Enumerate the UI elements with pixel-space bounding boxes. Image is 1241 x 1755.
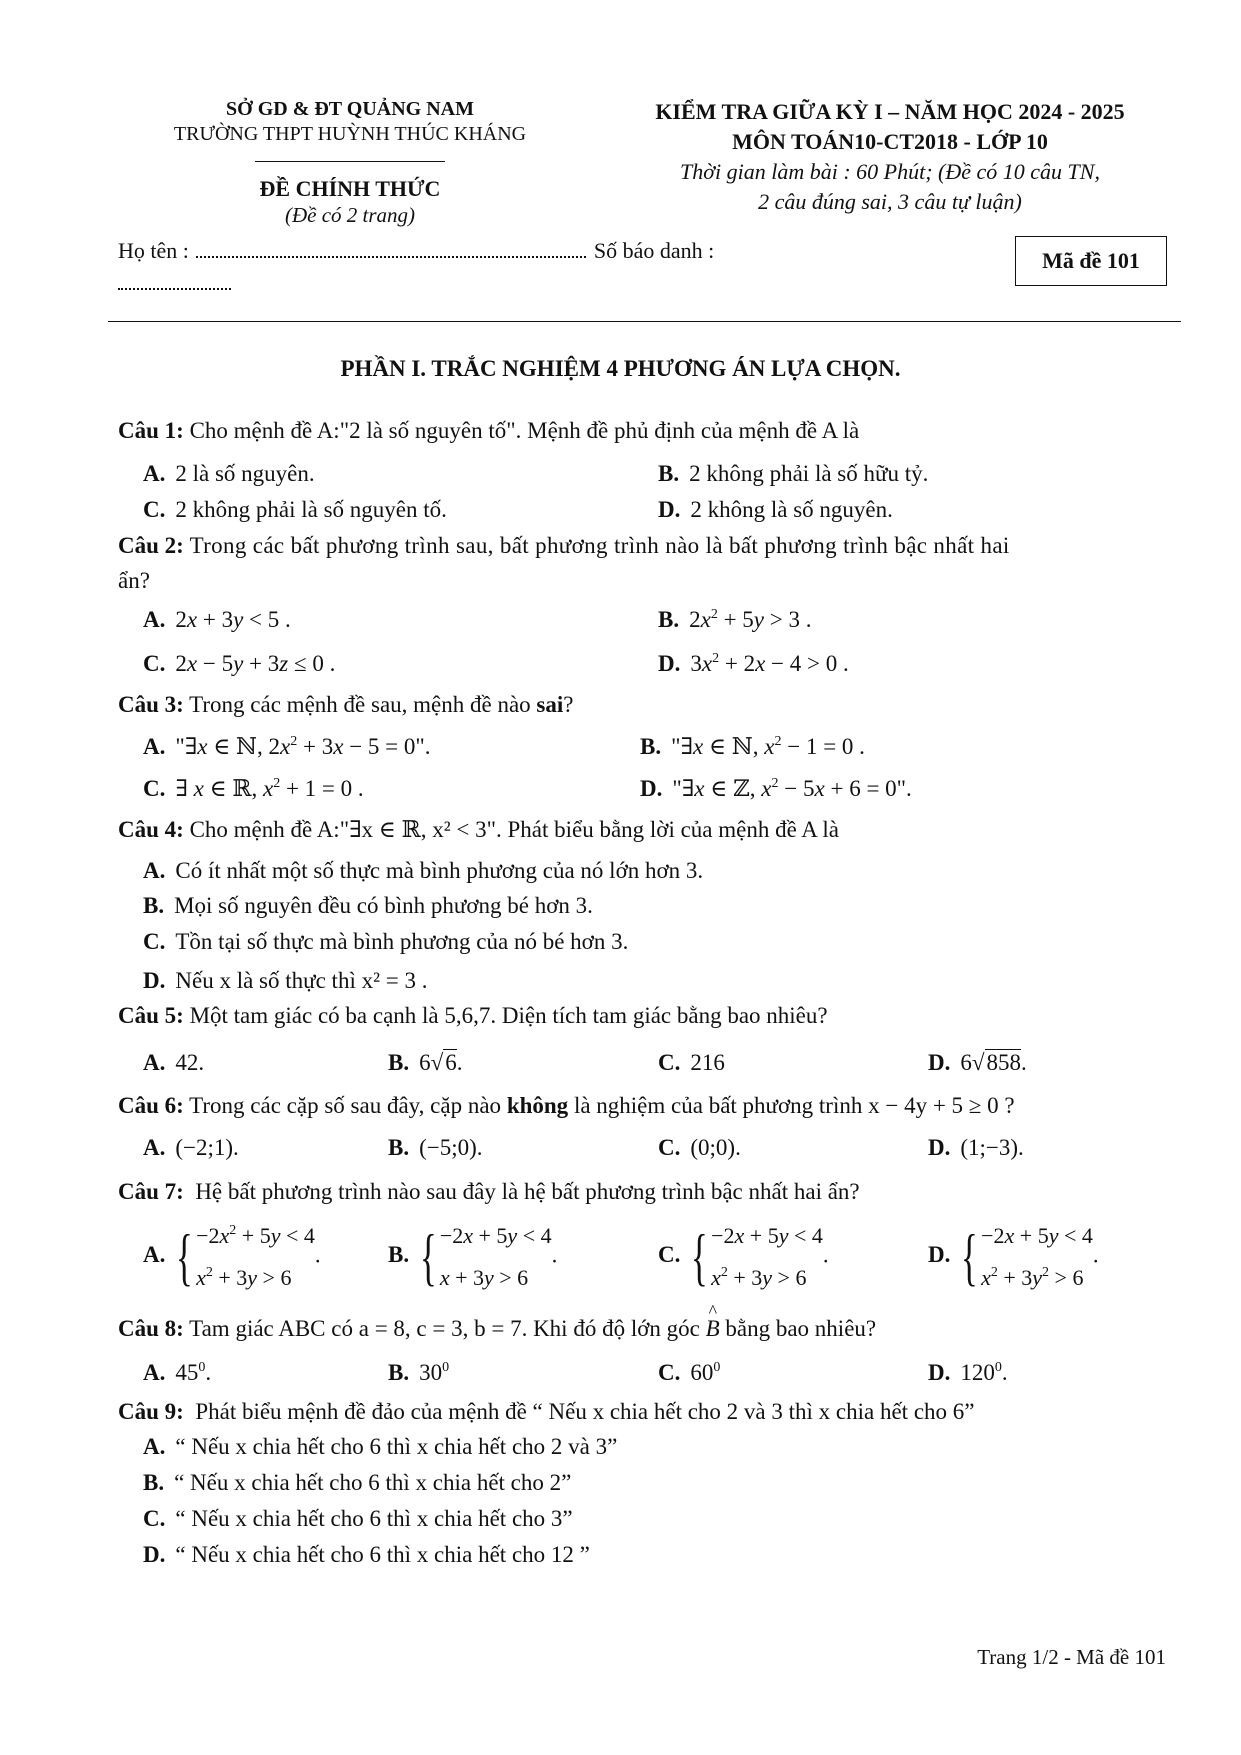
option-2a: A. 2x + 3y < 5 . bbox=[143, 607, 291, 632]
option-3d: D. "∃x ∈ ℤ, $x^2 - 5x + 6 = 0$". bbox=[640, 776, 912, 801]
question-7: Câu 7: Hệ bất phương trình nào sau đây là hệ bất phương trình bậc nhất hai ẩn? bbox=[118, 1179, 860, 1204]
option-1b: B. 2 không phải là số hữu tỷ. bbox=[658, 461, 929, 486]
question-1 bbox=[118, 418, 859, 444]
option-2d: D. $3x^2 + 2x - 4 > 0$ . bbox=[658, 651, 849, 676]
option-5b: B. 6√6. bbox=[388, 1050, 463, 1075]
option-2b: B. $2x^2 + 5y > 3$ . bbox=[658, 607, 812, 632]
option-1a: A. 2 là số nguyên. bbox=[143, 461, 315, 486]
option-5c: C. 216 bbox=[658, 1050, 725, 1075]
question-2-cont: ẩn? bbox=[118, 568, 150, 593]
option-2c: C. 2x − 5y + 3z ≤ 0 . bbox=[143, 651, 336, 676]
option-7a: A. { $-2x^2 + 5y < 4$ $x^2 + 3y > 6$ . bbox=[143, 1221, 321, 1292]
question-5: Câu 5: Một tam giác có ba cạnh là 5,6,7. Diện tích tam giác bằng bao nhiêu? bbox=[118, 1003, 828, 1028]
option-1c: C. 2 không phải là số nguyên tố. bbox=[143, 497, 447, 522]
header-divider bbox=[255, 161, 445, 162]
option-4b: B. Mọi số nguyên đều có bình phương bé hơn 3. bbox=[143, 893, 593, 918]
question-9: Câu 9: Phát biểu mệnh đề đảo của mệnh đề “ Nếu x chia hết cho 2 và 3 thì x chia hết cho 6” bbox=[118, 1399, 975, 1424]
school-header bbox=[110, 97, 590, 228]
question-text: Trong các bất phương trình sau, bất phương trình nào là bất phương trình bậc nhất hai bbox=[189, 533, 1010, 558]
option-9c: C. “ Nếu x chia hết cho 6 thì x chia hết cho 3” bbox=[143, 1506, 573, 1531]
header-rule bbox=[108, 321, 1181, 322]
option-5a: A. 42. bbox=[143, 1050, 205, 1075]
option-9d: D. “ Nếu x chia hết cho 6 thì x chia hết cho 12 ” bbox=[143, 1542, 590, 1567]
school-name: TRƯỜNG THPT HUỲNH THÚC KHÁNG bbox=[173, 123, 527, 145]
exam-time-line1: Thời gian làm bài : 60 Phút; (Đề có 10 câu TN, bbox=[680, 159, 1100, 184]
option-8d: D. $120^0$. bbox=[928, 1360, 1008, 1385]
exam-time-line2: 2 câu đúng sai, 3 câu tự luận) bbox=[758, 189, 1022, 214]
option-4a: A. Có ít nhất một số thực mà bình phương của nó lớn hơn 3. bbox=[143, 858, 704, 883]
option-8b: B. $30^0$ bbox=[388, 1360, 450, 1385]
section-title: PHẦN I. TRẮC NGHIỆM 4 PHƯƠNG ÁN LỰA CHỌN. bbox=[340, 356, 901, 381]
id-dots bbox=[118, 270, 231, 296]
department-name: SỞ GD & ĐT QUẢNG NAM bbox=[226, 98, 474, 120]
exam-subject: MÔN TOÁN10-CT2018 - LỚP 10 bbox=[732, 129, 1048, 154]
option-9a: A. “ Nếu x chia hết cho 6 thì x chia hết cho 2 và 3” bbox=[143, 1434, 618, 1459]
question-text: Cho mệnh đề A:"2 là số nguyên tố". Mệnh đề phủ định của mệnh đề A là bbox=[189, 418, 860, 443]
question-3: Câu 3: Trong các mệnh đề sau, mệnh đề nào sai? bbox=[118, 692, 574, 717]
exam-header bbox=[600, 97, 1180, 217]
question-4: Câu 4: Cho mệnh đề A:"∃x ∈ ℝ, x² < 3". Phát biểu bằng lời của mệnh đề A là bbox=[118, 817, 839, 842]
angle-b: ^ B bbox=[706, 1316, 720, 1342]
question-2 bbox=[118, 533, 1010, 559]
option-8a: A. $45^0$. bbox=[143, 1360, 212, 1385]
option-8c: C. $60^0$ bbox=[658, 1360, 721, 1385]
option-9b: B. “ Nếu x chia hết cho 6 thì x chia hết cho 2” bbox=[143, 1470, 572, 1495]
page-footer: Trang 1/2 - Mã đề 101 bbox=[977, 1645, 1166, 1669]
id-label: Số báo danh : bbox=[593, 238, 715, 263]
option-7d: D. { −2x + 5y < 4 $x^2 + 3y^2 > 6$ . bbox=[928, 1221, 1099, 1292]
option-3a: A. "∃x ∈ ℕ, $2x^2 + 3x - 5 = 0$". bbox=[143, 734, 431, 759]
option-6b: B. (−5;0). bbox=[388, 1135, 483, 1160]
option-6c: C. (0;0). bbox=[658, 1135, 741, 1160]
question-6: Câu 6: Trong các cặp số sau đây, cặp nào không là nghiệm của bất phương trình x − 4y + 5 ≥ 0 ? bbox=[118, 1093, 1015, 1118]
exam-title: KIỂM TRA GIỮA KỲ I – NĂM HỌC 2024 - 2025 bbox=[655, 99, 1125, 124]
official-label: ĐỀ CHÍNH THỨC bbox=[259, 176, 441, 201]
option-4d: D. Nếu x là số thực thì x² = 3 . bbox=[143, 968, 428, 993]
option-1d: D. 2 không là số nguyên. bbox=[658, 497, 893, 522]
option-3b: B. "∃x ∈ ℕ, $x^2 - 1 = 0$ . bbox=[640, 734, 865, 759]
question-label: Câu 1: bbox=[118, 418, 184, 443]
option-6d: D. (1;−3). bbox=[928, 1135, 1024, 1160]
option-7b: B. { −2x + 5y < 4 x + 3y > 6 . bbox=[388, 1221, 558, 1292]
option-7c: C. { −2x + 5y < 4 $x^2 + 3y > 6$ . bbox=[658, 1221, 829, 1292]
option-3c: C. ∃ x ∈ ℝ, $x^2 + 1 = 0$ . bbox=[143, 776, 364, 801]
option-4c: C. Tồn tại số thực mà bình phương của nó bé hơn 3. bbox=[143, 929, 629, 954]
name-dots bbox=[196, 240, 586, 258]
question-8: Câu 8: Tam giác ABC có a = 8, c = 3, b = 7. Khi đó độ lớn góc ^ B bằng bao nhiêu? bbox=[118, 1316, 876, 1342]
exam-code-box: Mã đề 101 bbox=[1015, 236, 1167, 286]
name-label: Họ tên : bbox=[118, 238, 189, 263]
pages-note: (Đề có 2 trang) bbox=[284, 203, 416, 227]
option-6a: A. (−2;1). bbox=[143, 1135, 239, 1160]
question-label: Câu 2: bbox=[118, 533, 184, 558]
student-name-line bbox=[118, 238, 714, 264]
option-5d: D. 6√858. bbox=[928, 1050, 1027, 1075]
